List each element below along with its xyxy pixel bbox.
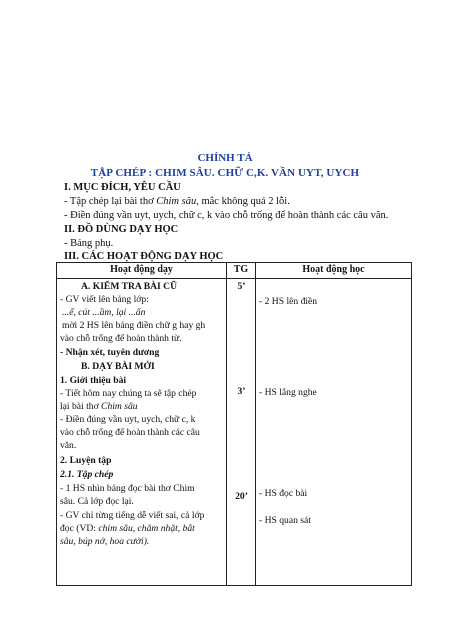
teach-line: - Nhận xét, tuyên dương	[60, 346, 160, 358]
learn-line: - HS đọc bài	[259, 487, 308, 499]
section-1-line-1	[64, 195, 290, 208]
text-segment: lại bài thơ	[60, 400, 102, 412]
teach-line: - GV viết lên bảng lớp:	[60, 293, 149, 305]
section-1-heading: I. MỤC ĐÍCH, YÊU CẦU	[64, 182, 181, 193]
section-b-heading: B. DẠY BÀI MỚI	[81, 360, 155, 372]
table-row	[57, 278, 412, 585]
text-emphasis: chim sâu, chăm nhặt, bắt	[98, 522, 195, 534]
section-3-heading: III. CÁC HOẠT ĐỘNG DẠY HỌC	[64, 251, 224, 262]
time-cell	[227, 278, 256, 585]
section-a-heading: A. KIỂM TRA BÀI CŨ	[81, 280, 178, 292]
text-emphasis: Chim sâu	[101, 400, 138, 412]
teach-line: vào chỗ trống để hoàn thành từ.	[60, 332, 182, 344]
section-2-line-1: - Bảng phụ.	[64, 238, 114, 249]
page-title: CHÍNH TẢ	[197, 152, 253, 164]
learning-cell	[256, 278, 412, 585]
subsection-heading: 1. Giới thiệu bài	[60, 374, 127, 386]
teach-line: - Điền đúng vần uyt, uych, chữ c, k	[60, 413, 196, 425]
teach-line	[60, 401, 138, 414]
learn-line: - HS quan sát	[259, 514, 311, 526]
teaching-cell	[57, 278, 227, 585]
teach-line: văn.	[60, 439, 77, 451]
section-1-line-2: - Điền đúng vần uyt, uych, chữ c, k vào chỗ trống để hoàn thành các câu văn.	[64, 210, 389, 221]
text-segment: đọc (VD:	[60, 522, 99, 534]
text-emphasis: Chim sâu	[156, 196, 197, 207]
table-header-row	[57, 263, 412, 279]
text-emphasis: sâu, búp nở, hoa cười).	[60, 535, 150, 547]
header-time: TG	[227, 263, 256, 279]
teach-line: vào chỗ trống để hoàn thành các câu	[60, 426, 200, 438]
header-learning: Hoạt động học	[256, 263, 412, 279]
text-segment: , mắc không quá 2 lỗi.	[196, 196, 290, 207]
page-subtitle: TẬP CHÉP : CHIM SÂU. CHỮ C,K. VẦN UYT, UYCH	[90, 167, 360, 179]
time-value: 3’	[237, 385, 246, 397]
section-2-heading: II. ĐỒ DÙNG DẠY HỌC	[64, 224, 179, 235]
teach-line	[60, 523, 195, 536]
time-value: 5’	[237, 280, 246, 292]
teach-line: - Tiết hôm nay chúng ta sẽ tập chép	[60, 387, 197, 399]
teach-line: - 1 HS nhìn bảng đọc bài thơ Chim	[60, 482, 195, 494]
subsection-heading: 2.1. Tập chép	[60, 468, 114, 480]
teach-line: - GV chỉ từng tiếng dễ viết sai, cả lớp	[60, 509, 205, 521]
teach-line: mời 2 HS lên bảng điền chữ g hay gh	[62, 319, 206, 331]
teach-line: ...ể, cút ...ầm, lại ...ẩn	[62, 306, 146, 318]
learn-line: - 2 HS lên điền	[259, 295, 318, 307]
subsection-heading: 2. Luyện tập	[60, 454, 112, 466]
text-segment: - Tập chép lại bài thơ	[64, 196, 157, 207]
activities-table	[56, 262, 412, 586]
header-teaching: Hoạt động dạy	[57, 263, 227, 279]
time-value: 20’	[235, 490, 248, 502]
teach-line	[60, 536, 149, 549]
learn-line: - HS lắng nghe	[259, 386, 317, 398]
teach-line: sâu. Cả lớp đọc lại.	[60, 495, 134, 507]
